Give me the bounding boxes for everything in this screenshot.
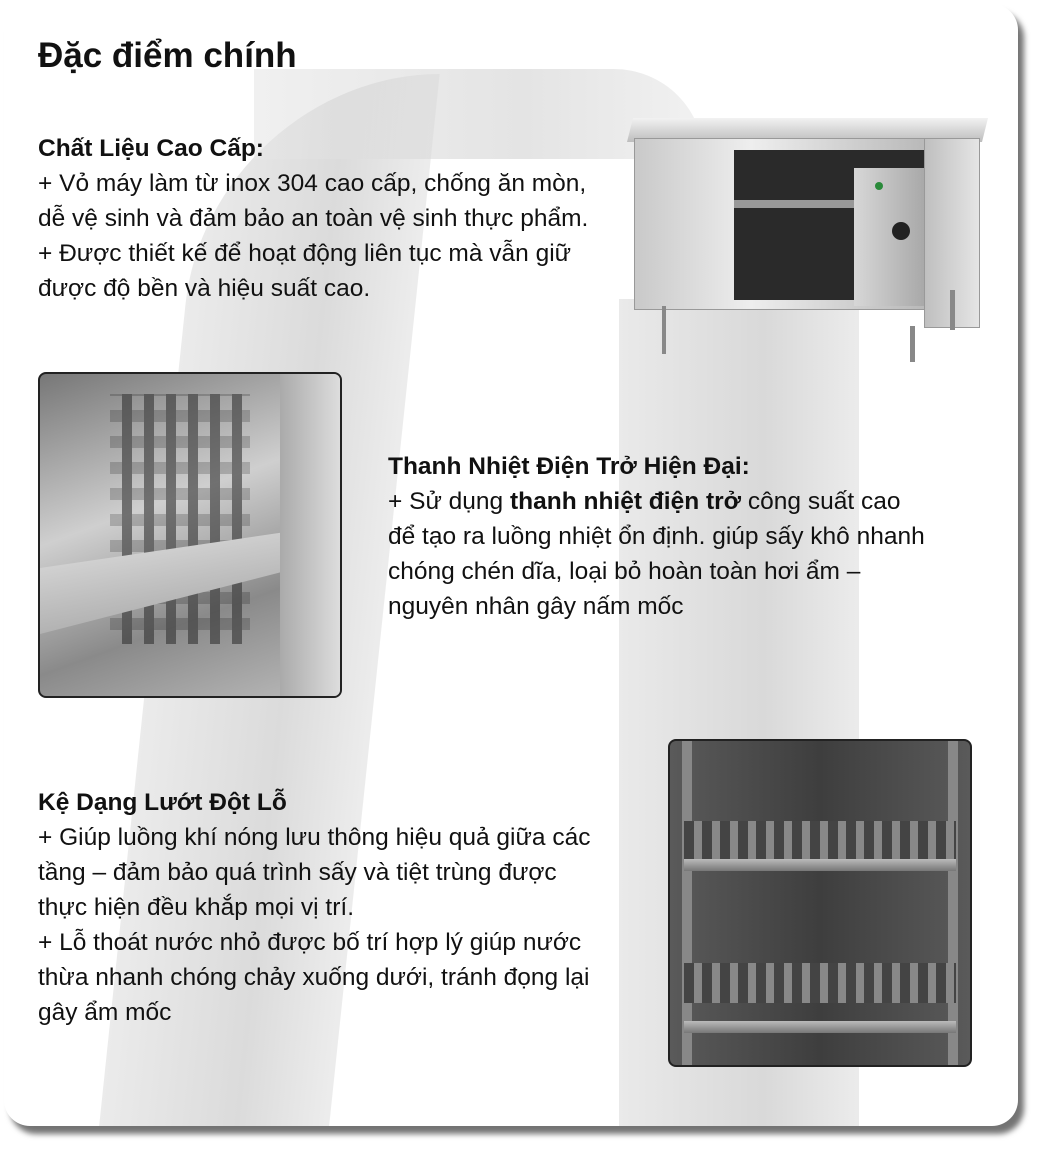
text: công suất cao xyxy=(741,488,901,515)
perforated-shelf-illustration xyxy=(668,739,972,1067)
section-line: + Vỏ máy làm từ inox 304 cao cấp, chống ăn mòn, xyxy=(38,170,587,197)
section-heading: Kệ Dạng Lướt Đột Lỗ xyxy=(38,789,287,816)
text: + Sử dụng xyxy=(388,488,510,515)
section-line: tầng – đảm bảo quá trình sấy và tiệt trùng được xyxy=(38,859,557,886)
section-line: chóng chén dĩa, loại bỏ hoàn toàn hơi ẩm – xyxy=(388,558,861,585)
section-line: + Lỗ thoát nước nhỏ được bố trí hợp lý giúp nước xyxy=(38,929,582,956)
section-line: được độ bền và hiệu suất cao. xyxy=(38,275,371,302)
section-heading: Thanh Nhiệt Điện Trở Hiện Đại: xyxy=(388,453,750,480)
section-material xyxy=(38,131,588,306)
cabinet-product-image xyxy=(630,110,990,365)
section-line: thừa nhanh chóng chảy xuống dưới, tránh đọng lại xyxy=(38,964,590,991)
section-line: + Được thiết kế để hoạt động liên tục mà vẫn giữ xyxy=(38,240,572,267)
section-heading: Chất Liệu Cao Cấp: xyxy=(38,135,264,162)
bold-text: thanh nhiệt điện trở xyxy=(509,488,742,515)
section-line: nguyên nhân gây nấm mốc xyxy=(388,593,684,620)
section-line: thực hiện đều khắp mọi vị trí. xyxy=(38,894,354,921)
section-line: + Giúp luồng khí nóng lưu thông hiệu quả giữa các xyxy=(38,824,591,851)
section-shelf xyxy=(38,785,590,1030)
heating-shelf-photo xyxy=(38,372,342,698)
section-line: gây ẩm mốc xyxy=(38,999,172,1026)
section-line: dễ vệ sinh và đảm bảo an toàn vệ sinh thực phẩm. xyxy=(38,205,589,232)
section-line xyxy=(388,484,925,519)
feature-card xyxy=(4,4,1018,1126)
page-title: Đặc điểm chính xyxy=(38,36,297,75)
section-line: để tạo ra luồng nhiệt ổn định. giúp sấy khô nhanh xyxy=(388,523,925,550)
section-heating xyxy=(388,449,925,624)
